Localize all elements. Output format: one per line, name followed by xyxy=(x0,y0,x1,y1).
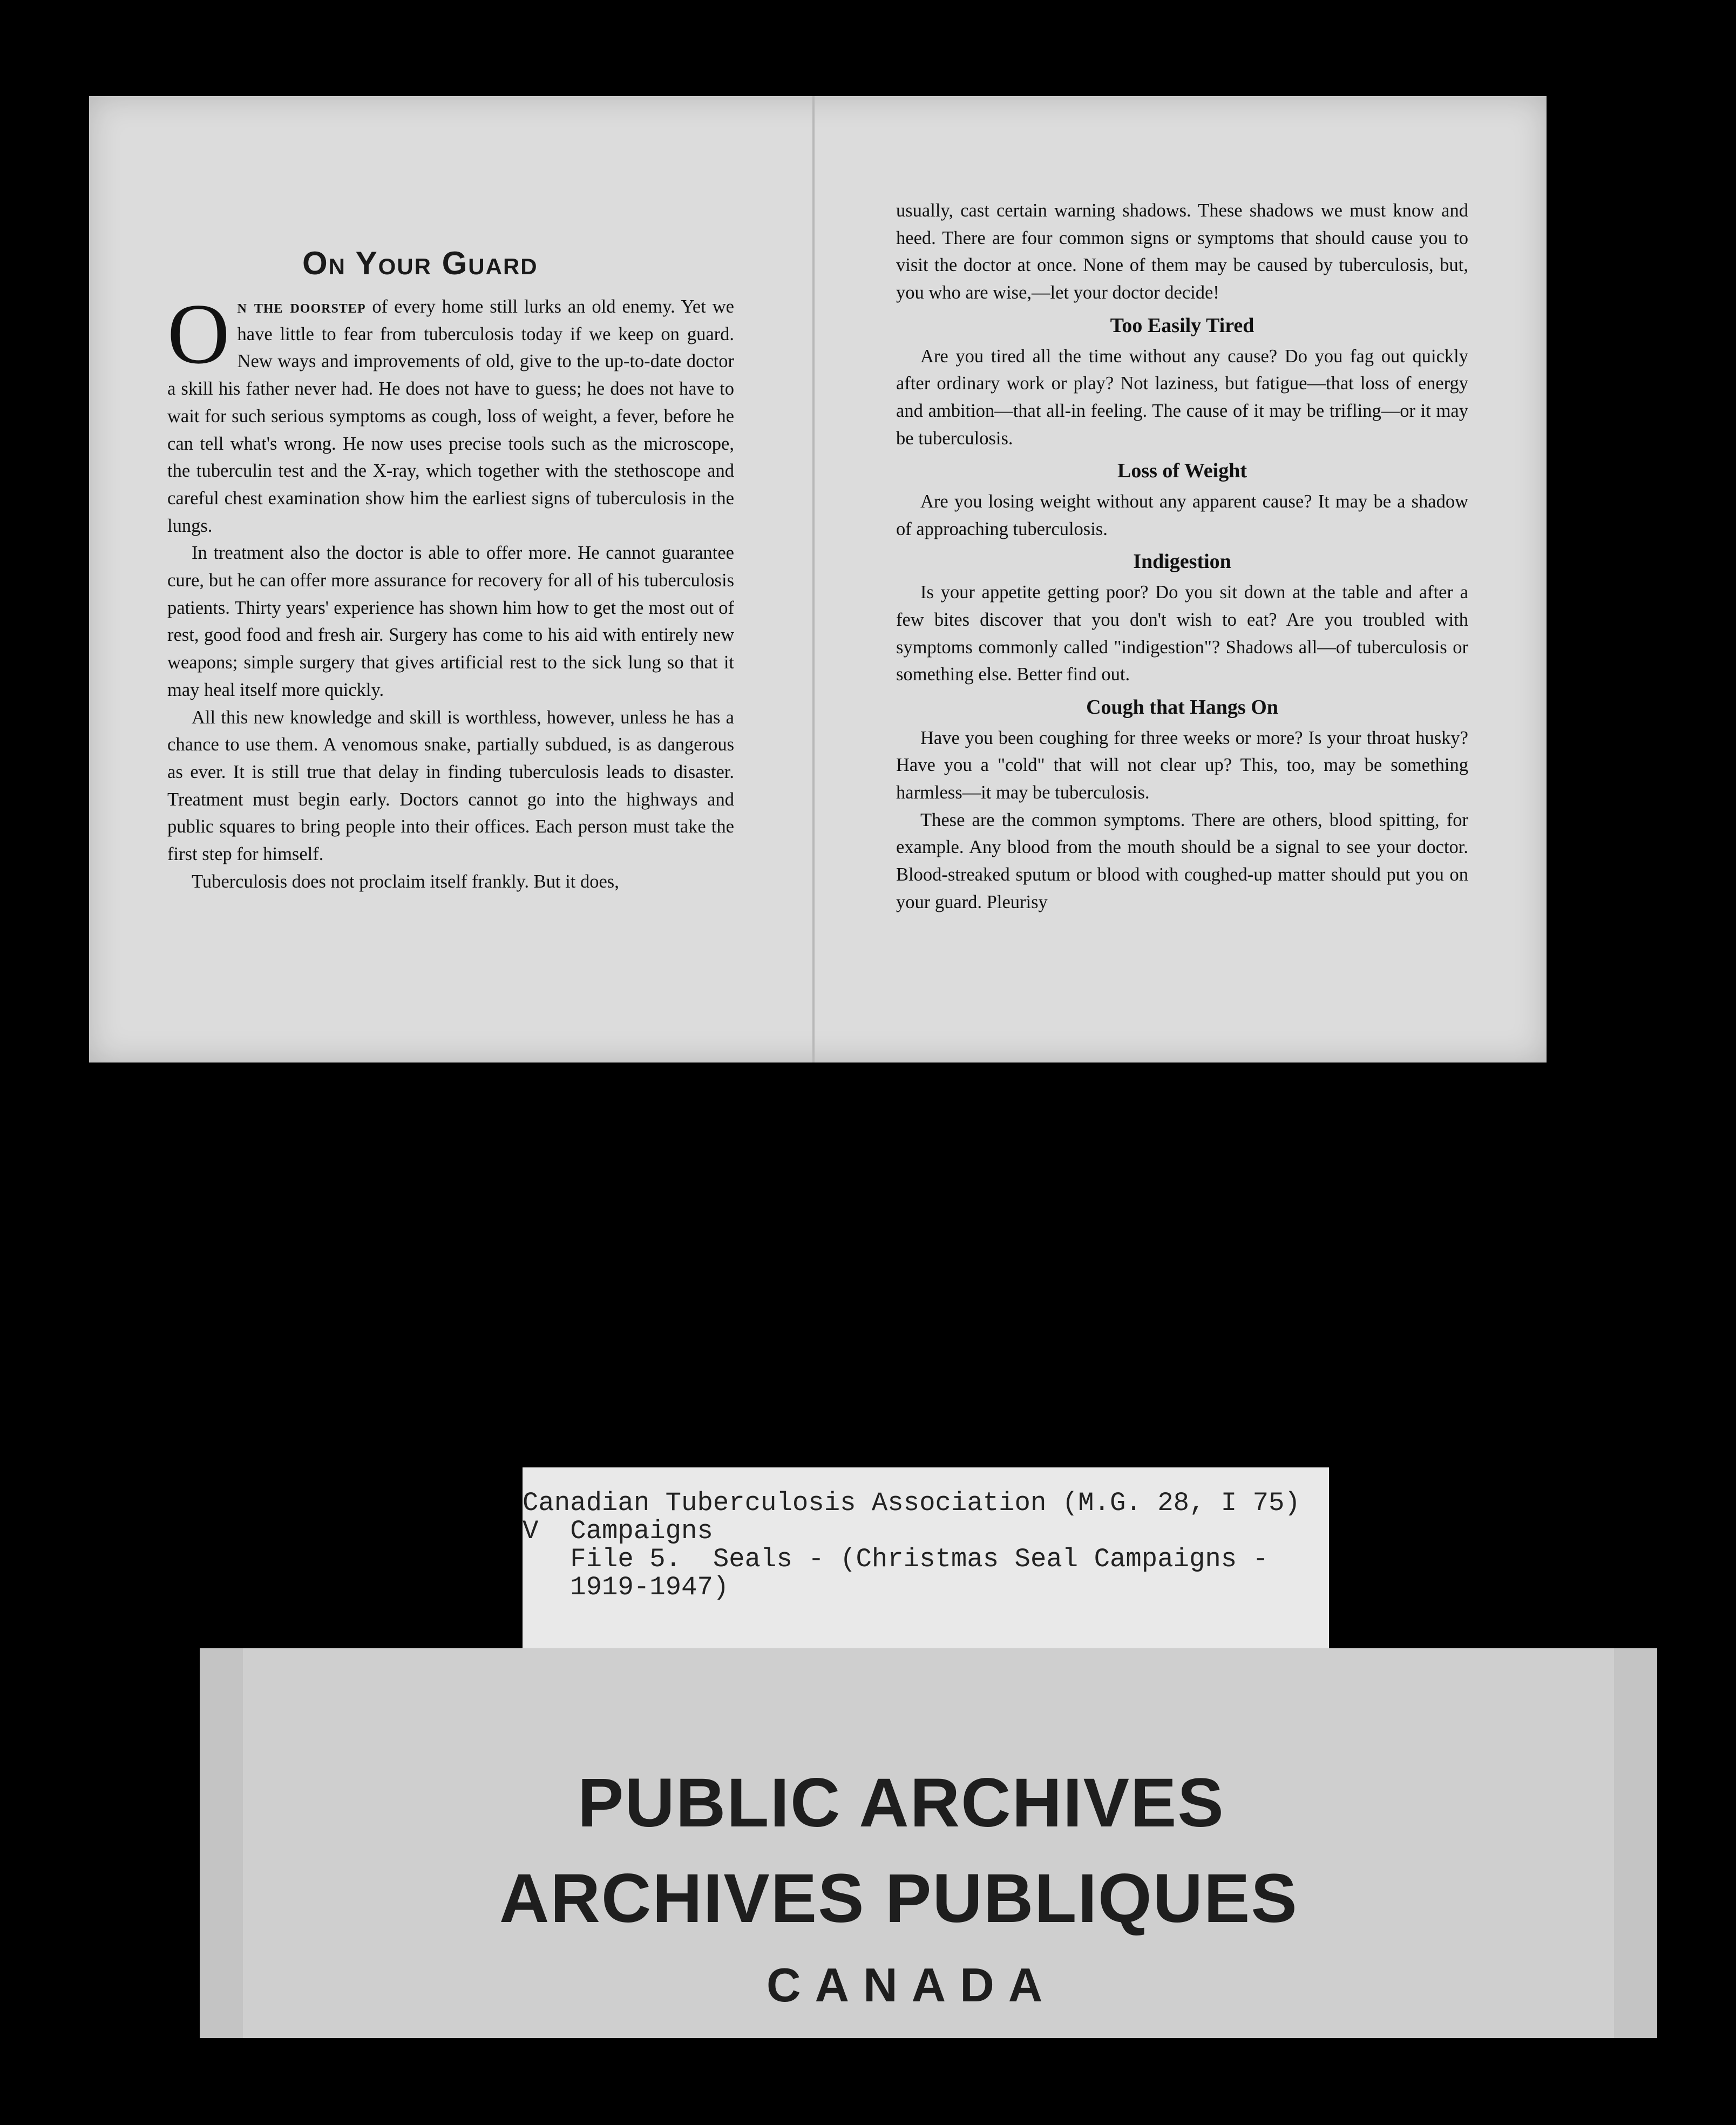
paragraph-1 xyxy=(167,286,734,539)
section-text-weight: Are you losing weight without any apparent cause? It may be a shadow of approaching tuberculosis. xyxy=(896,491,1468,539)
pamphlet-spread xyxy=(89,96,1547,1062)
pamphlet-title: On Your Guard xyxy=(302,245,538,281)
section-heading-weight: Loss of Weight xyxy=(1117,459,1247,483)
left-column xyxy=(167,286,734,895)
board-left-edge xyxy=(200,1648,243,2038)
paragraph-1-text: of every home still lurks an old enemy. Yet we have little to fear from tuberculosis today if we keep on guard. New ways and improvements of old, give to the up-to-date doctor a skill his father never had. He does not have to guess; he does not have to wait for such serious symptoms as cough, loss of weight, a fever, before he can tell what's wrong. He now uses precise tools such as the microscope, the tuberculin test and the X-ray, which together with the stethoscope and careful chest examination show him the earliest signs of tuberculosis in the lungs. xyxy=(167,296,734,536)
drop-cap: O xyxy=(167,286,230,382)
label-line-4: 1919-1947) xyxy=(523,1572,729,1602)
section-text-tired: Are you tired all the time without any cause? Do you fag out quickly after ordinary work or play? Not laziness, but fatigue—that loss of energy and ambition—that all-in feeling. The cause of it may be trifling—or it may be tuberculosis. xyxy=(896,346,1468,449)
label-text xyxy=(523,1489,1300,1601)
section-text-indigestion: Is your appetite getting poor? Do you sit down at the table and after a few bites discover that you don't wish to eat? Are you troubled with symptoms commonly called "indigestion"? Shadows all—of tuberculosis or something else. Better find out. xyxy=(896,582,1468,685)
archives-country: CANADA xyxy=(767,1958,1057,2012)
section-heading-indigestion: Indigestion xyxy=(1133,550,1231,573)
board-right-edge xyxy=(1614,1648,1657,2038)
right-page xyxy=(896,96,1468,1062)
paragraph-2: In treatment also the doctor is able to offer more. He cannot guarantee cure, but he can offer more assurance for recovery for all of his tuberculosis patients. Thirty years' experience has shown him how to get the most out of rest, good food and fresh air. Surgery has come to his aid with entirely new weapons; simple surgery that gives artificial rest to the sick lung so that it may heal itself more quickly. xyxy=(167,543,734,700)
paragraph-3: All this new knowledge and skill is worthless, however, unless he has a chance to use them. A venomous snake, partially subdued, is as dangerous as ever. It is still true that delay in finding tuberculosis leads to disaster. Treatment must begin early. Doctors cannot go into the highways and public squares to bring people into their offices. Each person must take the first step for himself. xyxy=(167,707,734,865)
paragraph-4: Tuberculosis does not proclaim itself frankly. But it does, xyxy=(192,871,619,892)
archive-label-card xyxy=(523,1467,1329,1649)
label-line-2: V Campaigns xyxy=(523,1516,713,1546)
right-column xyxy=(896,197,1468,916)
left-page xyxy=(167,96,820,1062)
right-closing: These are the common symptoms. There are others, blood spitting, for example. Any blood from the mouth should be a signal to see your doctor. Blood-streaked sputum or blood with coughed-up matter should put you on your guard. Pleurisy xyxy=(896,809,1468,912)
label-line-3: File 5. Seals - (Christmas Seal Campaigns - xyxy=(523,1544,1269,1574)
section-text-cough: Have you been coughing for three weeks or more? Is your throat husky? Have you a "cold" that will not clear up? This, too, may be something harmless—it may be tuberculosis. xyxy=(896,727,1468,803)
archives-board xyxy=(200,1648,1657,2038)
archives-french: ARCHIVES PUBLIQUES xyxy=(499,1860,1298,1937)
section-heading-cough: Cough that Hangs On xyxy=(1086,695,1278,719)
right-intro: usually, cast certain warning shadows. These shadows we must know and heed. There are four common signs or symptoms that should cause you to visit the doctor at once. None of them may be caused by tuberculosis, but, you who are wise,—let your doctor decide! xyxy=(896,200,1468,303)
label-line-1: Canadian Tuberculosis Association (M.G. 28, I 75) xyxy=(523,1488,1300,1518)
section-heading-tired: Too Easily Tired xyxy=(1110,314,1254,337)
archives-english: PUBLIC ARCHIVES xyxy=(578,1764,1225,1842)
lead-words: n the doorstep xyxy=(237,296,366,317)
